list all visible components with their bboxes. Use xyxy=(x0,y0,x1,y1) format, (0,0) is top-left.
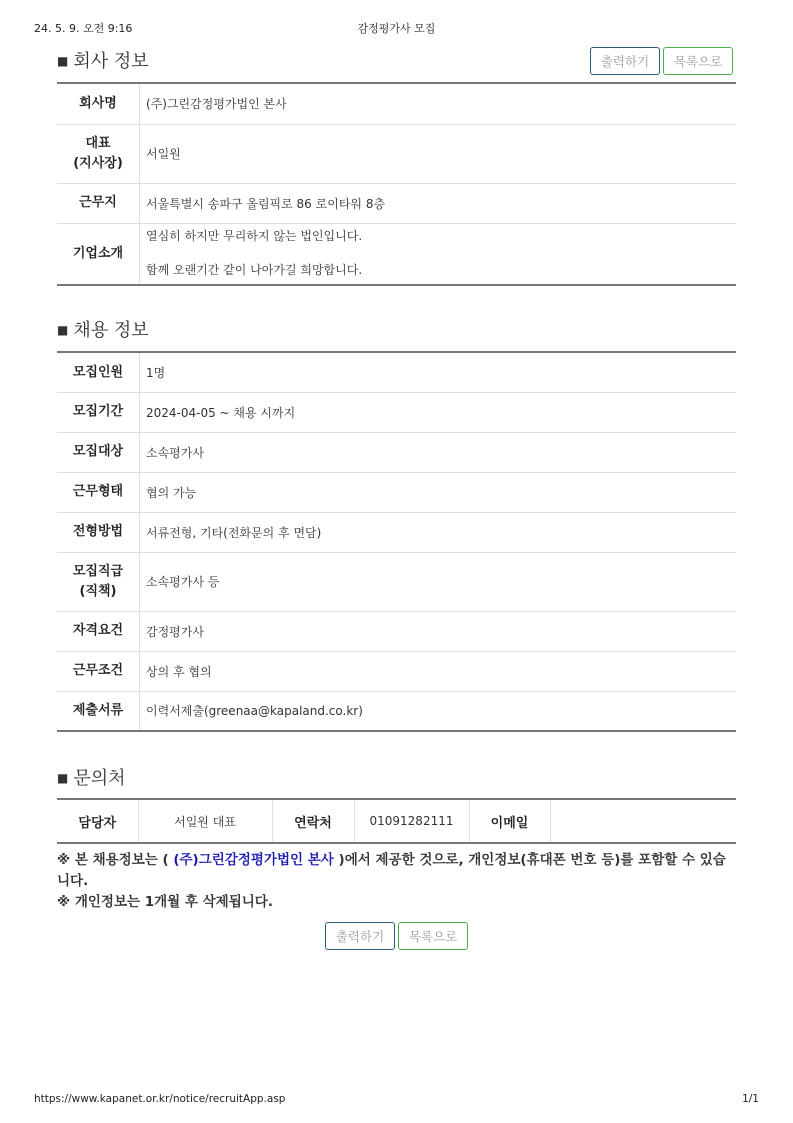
work-condition-value: 상의 후 협의 xyxy=(140,651,737,691)
privacy-notice xyxy=(57,850,736,913)
work-type-label: 근무형태 xyxy=(57,472,140,512)
table-row xyxy=(57,432,736,472)
print-button-bottom[interactable]: 출력하기 xyxy=(325,922,395,950)
recruit-info-table xyxy=(57,351,736,732)
representative-label: 대표 (지사장) xyxy=(57,124,140,183)
print-doc-title: 감정평가사 모집 xyxy=(357,22,436,35)
table-row xyxy=(57,691,736,731)
recruit-count-value: 1명 xyxy=(140,352,737,392)
workplace-value: 서울특별시 송파구 올림픽로 86 로이타워 8층 xyxy=(140,183,737,223)
print-date: 24. 5. 9. 오전 9:16 xyxy=(34,22,133,35)
table-row xyxy=(57,611,736,651)
recruit-period-label: 모집기간 xyxy=(57,392,140,432)
company-name-value: (주)그린감정평가법인 본사 xyxy=(140,83,737,124)
print-page-number: 1/1 xyxy=(742,1093,759,1105)
table-row xyxy=(57,223,736,285)
documents-value: 이력서제출(greenaa@kapaland.co.kr) xyxy=(140,691,737,731)
privacy-notice-line2: ※ 개인정보는 1개월 후 삭제됩니다. xyxy=(57,894,273,910)
table-row xyxy=(57,352,736,392)
table-row xyxy=(57,392,736,432)
square-bullet-icon: ■ xyxy=(57,323,69,337)
print-header xyxy=(0,20,793,34)
list-button-top[interactable]: 목록으로 xyxy=(663,47,733,75)
work-condition-label: 근무조건 xyxy=(57,651,140,691)
table-row xyxy=(57,512,736,552)
recruit-position-label: 모집직급 (직책) xyxy=(57,552,140,611)
contact-email-value xyxy=(550,799,736,843)
selection-method-value: 서류전형, 기타(전화문의 후 면담) xyxy=(140,512,737,552)
company-section-title xyxy=(57,47,149,73)
company-intro-line2: 함께 오랜기간 같이 나아가길 희망합니다. xyxy=(146,263,363,278)
recruit-target-label: 모집대상 xyxy=(57,432,140,472)
qualification-label: 자격요건 xyxy=(57,611,140,651)
contact-section-title xyxy=(57,764,126,790)
table-row xyxy=(57,183,736,223)
table-row xyxy=(57,83,736,124)
print-url: https://www.kapanet.or.kr/notice/recruitApp.asp xyxy=(34,1093,286,1105)
documents-label: 제출서류 xyxy=(57,691,140,731)
recruit-section-title xyxy=(57,316,149,342)
recruit-target-value: 소속평가사 xyxy=(140,432,737,472)
company-intro-line1: 열심히 하지만 무리하지 않는 법인입니다. xyxy=(146,229,363,244)
recruit-position-value: 소속평가사 등 xyxy=(140,552,737,611)
privacy-notice-line1: ※ 본 채용정보는 ( (주)그린감정평가법인 본사 )에서 제공한 것으로, 개인정보(휴대폰 번호 등)를 포함할 수 있습니다. xyxy=(57,852,726,889)
table-row xyxy=(57,124,736,183)
recruit-period-value: 2024-04-05 ~ 채용 시까지 xyxy=(140,392,737,432)
table-row xyxy=(57,552,736,611)
table-row xyxy=(57,472,736,512)
table-row xyxy=(57,651,736,691)
square-bullet-icon: ■ xyxy=(57,771,69,785)
contact-phone-label: 연락처 xyxy=(272,799,354,843)
workplace-label: 근무지 xyxy=(57,183,140,223)
contact-email-label: 이메일 xyxy=(469,799,550,843)
company-info-table xyxy=(57,82,736,286)
recruit-title-text: 채용 정보 xyxy=(73,320,149,341)
work-type-value: 협의 가능 xyxy=(140,472,737,512)
contact-person-value: 서일원 대표 xyxy=(138,799,272,843)
company-intro-label: 기업소개 xyxy=(57,223,140,285)
notice-company-name: (주)그린감정평가법인 본사 xyxy=(173,852,334,868)
square-bullet-icon: ■ xyxy=(57,54,69,68)
list-button-bottom[interactable]: 목록으로 xyxy=(398,922,468,950)
print-button-top[interactable]: 출력하기 xyxy=(590,47,660,75)
company-title-text: 회사 정보 xyxy=(73,51,149,72)
contact-phone-value: 01091282111 xyxy=(354,799,469,843)
contact-person-label: 담당자 xyxy=(57,799,138,843)
selection-method-label: 전형방법 xyxy=(57,512,140,552)
table-row xyxy=(57,799,736,843)
representative-value: 서일원 xyxy=(140,124,737,183)
qualification-value: 감정평가사 xyxy=(140,611,737,651)
company-name-label: 회사명 xyxy=(57,83,140,124)
contact-title-text: 문의처 xyxy=(73,768,126,789)
recruit-count-label: 모집인원 xyxy=(57,352,140,392)
contact-table xyxy=(57,798,736,844)
company-intro-value xyxy=(140,223,737,285)
